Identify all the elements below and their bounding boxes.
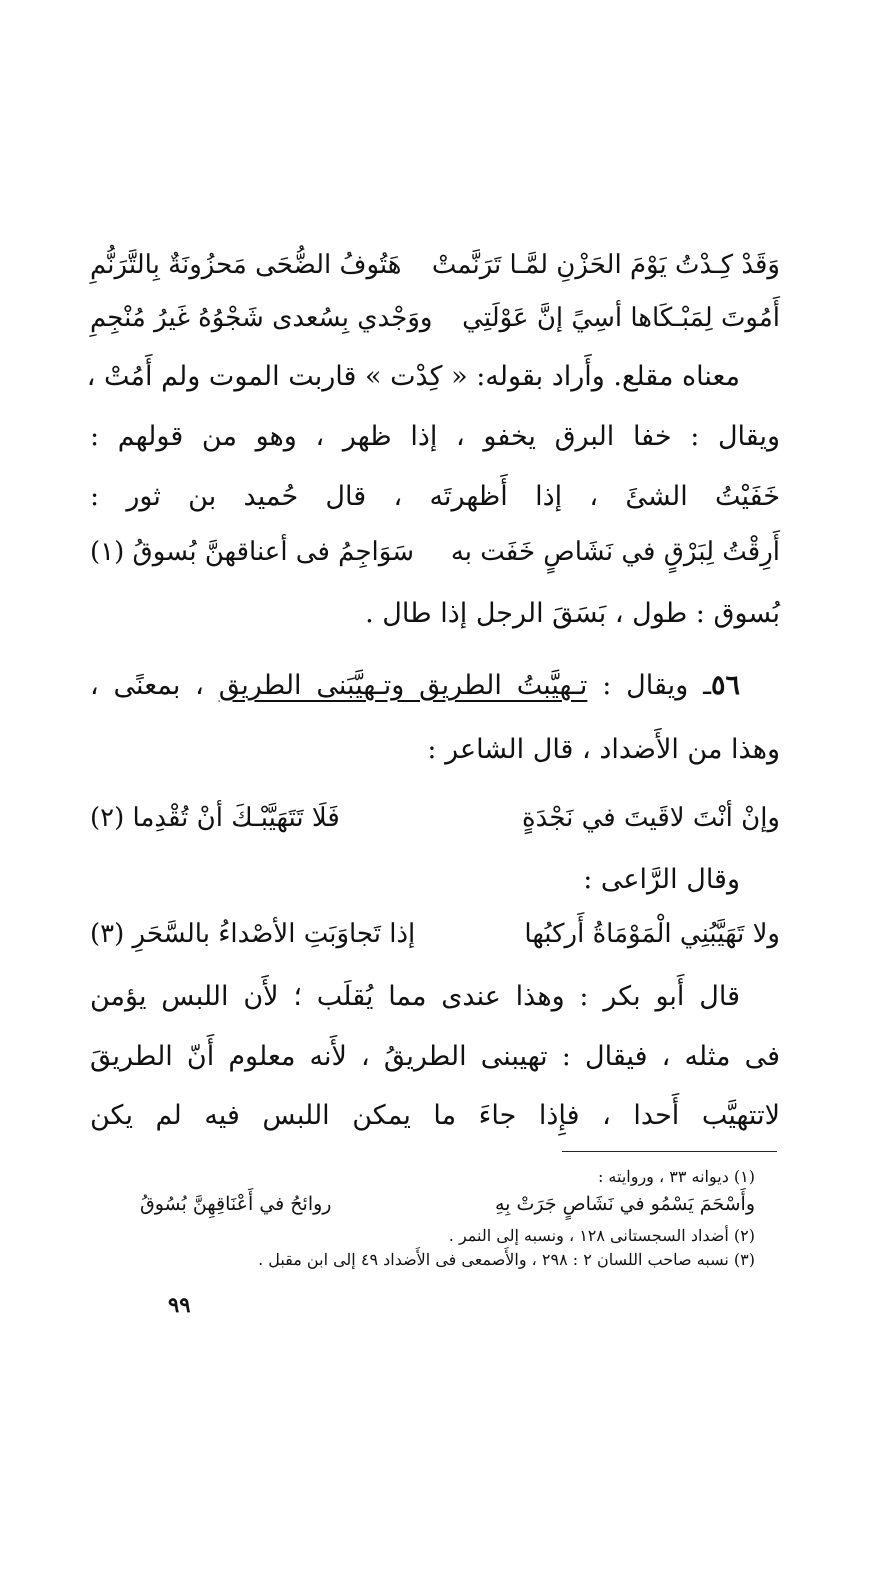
footnote-1-verse-right: وأَسْحَمَ يَسْمُو في نَشَاصٍ جَرَتْ بِهِ xyxy=(494,1193,755,1215)
section-56-heading xyxy=(90,664,780,708)
paragraph-line: معناه مقلع. وأَراد بقوله: « كِدْت » قاربت الموت ولم أَمُتْ ، xyxy=(86,361,740,392)
footnote-1-verse xyxy=(140,1190,755,1218)
verse-4-left: فَلَا تَتَهَيَّبْـكَ أنْ تُقْدِما (٢) xyxy=(90,803,340,833)
verse-2-left: ووَجْدي بِسُعدى شَجْوُهُ غَيرُ مُنْجِمِ xyxy=(90,303,433,333)
footnote-2: (٢) أضداد السجستانى ١٢٨ ، ونسبه إلى النمر . xyxy=(448,1226,755,1245)
verse-5-right: ولا تَهَيَّبُنِي الْمَوْمَاةُ أَركبُها xyxy=(524,919,780,949)
footnote-1: (١) ديوانه ٣٣ ، وروايته : xyxy=(597,1167,755,1186)
footnote-3: (٣) نسبه صاحب اللسان ٢ : ٢٩٨ ، والأَصمعى فى الأَضداد ٤٩ إلى ابن مقبل . xyxy=(258,1250,755,1269)
verse-3-left: سَوَاجِمُ فى أعناقهنَّ بُسوقُ (١) xyxy=(90,537,414,567)
verse-4 xyxy=(90,796,780,840)
verse-4-right: وإنْ أنْتَ لاقَيتَ في نَجْدَةٍ xyxy=(522,803,780,833)
section-number: ٥٦ xyxy=(710,670,740,701)
paragraph-line: ويقال : خفا البرق يخفو ، إذا ظهر ، وهو من قولهم : xyxy=(90,421,780,452)
section-lead: ـ ويقال : xyxy=(602,670,711,701)
verse-1-right: وَقَدْ كِـدْتُ يَوْمَ الحَزْنِ لمَّـا تَرَنَّمتْ xyxy=(431,250,780,280)
verse-3-right: أَرِقْتُ لِبَرْقٍ في نَشَاصٍ خَفَت به xyxy=(450,537,780,567)
verse-1 xyxy=(90,243,780,287)
verse-1-left: هَتُوفُ الضُّحَى مَحزُونَةٌ بِالتَّرَنُّمِ xyxy=(90,250,402,280)
paragraph-line: قال أَبو بكر : وهذا عندى مما يُقلَب ؛ لأَن اللبس يؤمن xyxy=(90,981,740,1012)
verse-2 xyxy=(90,296,780,340)
verse-3 xyxy=(90,530,780,574)
verse-5-left: إذا تَجاوَبَتِ الأصْداءُ بالسَّحَرِ (٣) xyxy=(90,919,416,949)
paragraph-line: لاتتهيَّب أَحدا ، فإِذا جاءَ ما يمكن اللبس فيه لم يكن xyxy=(90,1100,780,1131)
footnote-1-verse-left: روائحُ في أَعْنَاقِهِنَّ بُسُوقُ xyxy=(140,1193,332,1215)
section-tail: ، بمعنًى ، xyxy=(90,670,204,701)
verse-5 xyxy=(90,912,780,956)
paragraph-line: فى مثله ، فيقال : تهيبنى الطريقُ ، لأَنه معلوم أَنّ الطريقَ xyxy=(90,1041,780,1072)
footnote-separator xyxy=(562,1151,777,1152)
paragraph-line: بُسوق : طول ، بَسَقَ الرجل إذا طال . xyxy=(365,598,780,629)
paragraph-line: وقال الرَّاعى : xyxy=(583,864,740,895)
paragraph-line: خَفَيْتُ الشئَ ، إذا أَظهرتَه ، قال حُميد بن ثور : xyxy=(90,481,780,512)
page-number: ٩٩ xyxy=(168,1292,191,1317)
paragraph-line: وهذا من الأَضداد ، قال الشاعر : xyxy=(427,734,780,765)
section-phrase: تـهيَّبتُ الطريق وتـهيَّبَنى الطريق xyxy=(218,670,588,701)
verse-2-right: أَمُوتَ لِمَبْـكَاها أسِيً إنَّ عَوْلَتِي xyxy=(462,303,780,333)
